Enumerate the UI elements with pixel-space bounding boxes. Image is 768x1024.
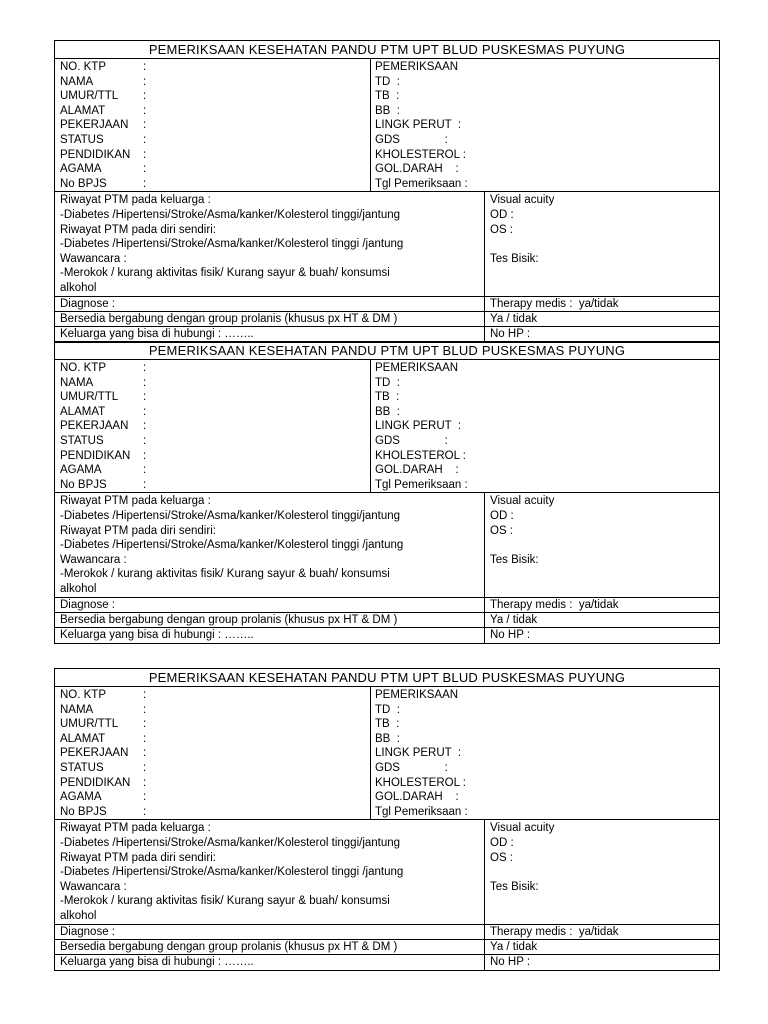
visual-line bbox=[490, 865, 719, 880]
field-colon: : bbox=[143, 177, 147, 190]
exam-field: PEMERIKSAAN bbox=[375, 61, 459, 73]
history-line: Riwayat PTM pada keluarga : bbox=[60, 194, 211, 207]
identity-field bbox=[60, 118, 370, 133]
visual-column bbox=[485, 192, 719, 295]
form-title: PEMERIKSAAN KESEHATAN PANDU PTM UPT BLUD PUSKESMAS PUYUNG bbox=[55, 669, 719, 687]
exam-field: GDS : bbox=[375, 434, 448, 447]
exam-field: TB : bbox=[375, 718, 400, 731]
identity-field bbox=[60, 746, 370, 761]
history-line: -Diabetes /Hipertensi/Stroke/Asma/kanker/Kolesterol tinggi /jantung bbox=[60, 238, 404, 251]
field-colon: : bbox=[143, 133, 147, 146]
history-line: alkohol bbox=[60, 909, 97, 922]
field-label: PEKERJAAN bbox=[60, 747, 129, 760]
diagnose-label: Diagnose : bbox=[55, 297, 485, 311]
form-title: PEMERIKSAAN KESEHATAN PANDU PTM UPT BLUD PUSKESMAS PUYUNG bbox=[55, 342, 719, 360]
identity-field bbox=[60, 177, 370, 192]
identity-field bbox=[60, 805, 370, 820]
field-colon: : bbox=[143, 405, 147, 418]
history-line: alkohol bbox=[60, 281, 97, 294]
identity-field bbox=[60, 419, 370, 434]
exam-field: GOL.DARAH : bbox=[375, 464, 459, 477]
identity-field bbox=[60, 732, 370, 747]
field-label: ALAMAT bbox=[60, 732, 106, 745]
field-colon: : bbox=[143, 376, 147, 389]
diagnose-row bbox=[55, 598, 719, 613]
exam-field: BB : bbox=[375, 405, 400, 418]
identity-field bbox=[60, 776, 370, 791]
history-line: Riwayat PTM pada diri sendiri: bbox=[60, 524, 216, 537]
visual-line: OS : bbox=[490, 851, 514, 864]
form-title: PEMERIKSAAN KESEHATAN PANDU PTM UPT BLUD PUSKESMAS PUYUNG bbox=[55, 41, 719, 59]
field-label: NAMA bbox=[60, 75, 94, 88]
field-colon: : bbox=[143, 163, 147, 176]
identity-exam-section bbox=[55, 687, 719, 820]
history-line: -Merokok / kurang aktivitas fisik/ Kurang sayur & buah/ konsumsi bbox=[60, 267, 390, 280]
ptm-form-card bbox=[54, 341, 720, 644]
history-line: Riwayat PTM pada keluarga : bbox=[60, 822, 211, 835]
identity-field bbox=[60, 478, 370, 493]
phone-label: No HP : bbox=[490, 628, 531, 641]
visual-line: Tes Bisik: bbox=[490, 553, 539, 566]
exam-field: GOL.DARAH : bbox=[375, 791, 459, 804]
history-section bbox=[55, 820, 719, 924]
field-colon: : bbox=[143, 75, 147, 88]
identity-field bbox=[60, 60, 370, 75]
exam-field: BB : bbox=[375, 732, 400, 745]
history-line: Wawancara : bbox=[60, 553, 127, 566]
identity-field bbox=[60, 390, 370, 405]
visual-line: OD : bbox=[490, 208, 514, 221]
field-colon: : bbox=[143, 464, 147, 477]
identity-field bbox=[60, 688, 370, 703]
exam-field: KHOLESTEROL : bbox=[375, 148, 466, 161]
history-line: alkohol bbox=[60, 582, 97, 595]
field-label: PEKERJAAN bbox=[60, 119, 129, 132]
diagnose-row bbox=[55, 297, 719, 312]
field-label: PEKERJAAN bbox=[60, 420, 129, 433]
field-label: NAMA bbox=[60, 376, 94, 389]
identity-field bbox=[60, 376, 370, 391]
exam-field: PEMERIKSAAN bbox=[375, 689, 459, 701]
field-colon: : bbox=[143, 420, 147, 433]
prolanis-answer: Ya / tidak bbox=[490, 613, 538, 626]
history-line: Riwayat PTM pada diri sendiri: bbox=[60, 851, 216, 864]
exam-field: TD : bbox=[375, 376, 400, 389]
identity-field bbox=[60, 761, 370, 776]
field-colon: : bbox=[143, 791, 147, 804]
field-colon: : bbox=[143, 148, 147, 161]
exam-column bbox=[371, 59, 719, 191]
prolanis-answer: Ya / tidak bbox=[490, 940, 538, 953]
identity-field bbox=[60, 463, 370, 478]
field-label: STATUS bbox=[60, 761, 104, 774]
visual-line: Visual acuity bbox=[490, 495, 555, 508]
identity-exam-section bbox=[55, 360, 719, 493]
field-colon: : bbox=[143, 90, 147, 103]
contact-row bbox=[55, 955, 719, 970]
identity-field bbox=[60, 75, 370, 90]
visual-line bbox=[490, 237, 719, 252]
history-line: -Merokok / kurang aktivitas fisik/ Kurang sayur & buah/ konsumsi bbox=[60, 568, 390, 581]
history-line: -Diabetes /Hipertensi/Stroke/Asma/kanker/Kolesterol tinggi/jantung bbox=[60, 509, 401, 522]
ptm-form-card bbox=[54, 40, 720, 343]
field-label: UMUR/TTL bbox=[60, 391, 119, 404]
field-label: AGAMA bbox=[60, 464, 102, 477]
identity-field bbox=[60, 703, 370, 718]
visual-column bbox=[485, 493, 719, 596]
identity-field bbox=[60, 434, 370, 449]
prolanis-answer: Ya / tidak bbox=[490, 312, 538, 325]
exam-field: LINGK PERUT : bbox=[375, 420, 462, 433]
visual-line: OD : bbox=[490, 836, 514, 849]
visual-column bbox=[485, 820, 719, 923]
history-section bbox=[55, 192, 719, 296]
history-line: Wawancara : bbox=[60, 880, 127, 893]
prolanis-row bbox=[55, 312, 719, 327]
prolanis-label: Bersedia bergabung dengan group prolanis (khusus px HT & DM ) bbox=[55, 940, 485, 954]
family-contact-label: Keluarga yang bisa di hubungi : …….. bbox=[55, 327, 485, 342]
field-colon: : bbox=[143, 761, 147, 774]
identity-field bbox=[60, 133, 370, 148]
identity-field bbox=[60, 104, 370, 119]
field-label: STATUS bbox=[60, 434, 104, 447]
field-label: NO. KTP bbox=[60, 689, 107, 701]
field-colon: : bbox=[143, 747, 147, 760]
field-label: No BPJS bbox=[60, 177, 107, 190]
field-label: AGAMA bbox=[60, 163, 102, 176]
identity-field bbox=[60, 361, 370, 376]
exam-field: GDS : bbox=[375, 761, 448, 774]
field-label: NAMA bbox=[60, 703, 94, 716]
diagnose-label: Diagnose : bbox=[55, 598, 485, 612]
visual-line: Visual acuity bbox=[490, 822, 555, 835]
history-line: Riwayat PTM pada diri sendiri: bbox=[60, 223, 216, 236]
field-label: NO. KTP bbox=[60, 61, 107, 73]
identity-column bbox=[55, 687, 371, 819]
field-colon: : bbox=[143, 362, 147, 374]
exam-field: TB : bbox=[375, 391, 400, 404]
history-line: -Merokok / kurang aktivitas fisik/ Kurang sayur & buah/ konsumsi bbox=[60, 895, 390, 908]
exam-field: LINGK PERUT : bbox=[375, 747, 462, 760]
exam-field: KHOLESTEROL : bbox=[375, 776, 466, 789]
ptm-form-card bbox=[54, 668, 720, 971]
family-contact-label: Keluarga yang bisa di hubungi : …….. bbox=[55, 955, 485, 970]
field-colon: : bbox=[143, 718, 147, 731]
exam-field: Tgl Pemeriksaan : bbox=[375, 805, 468, 818]
exam-field: Tgl Pemeriksaan : bbox=[375, 478, 468, 491]
history-line: -Diabetes /Hipertensi/Stroke/Asma/kanker/Kolesterol tinggi/jantung bbox=[60, 208, 401, 221]
history-line: Riwayat PTM pada keluarga : bbox=[60, 495, 211, 508]
identity-field bbox=[60, 89, 370, 104]
field-label: NO. KTP bbox=[60, 362, 107, 374]
identity-field bbox=[60, 405, 370, 420]
prolanis-label: Bersedia bergabung dengan group prolanis (khusus px HT & DM ) bbox=[55, 613, 485, 627]
exam-field: KHOLESTEROL : bbox=[375, 449, 466, 462]
visual-line: Tes Bisik: bbox=[490, 252, 539, 265]
prolanis-row bbox=[55, 940, 719, 955]
identity-field bbox=[60, 148, 370, 163]
history-column bbox=[55, 493, 485, 596]
contact-row bbox=[55, 327, 719, 342]
field-label: PENDIDIKAN bbox=[60, 148, 131, 161]
prolanis-label: Bersedia bergabung dengan group prolanis (khusus px HT & DM ) bbox=[55, 312, 485, 326]
field-label: AGAMA bbox=[60, 791, 102, 804]
identity-field bbox=[60, 449, 370, 464]
field-colon: : bbox=[143, 104, 147, 117]
field-label: No BPJS bbox=[60, 805, 107, 818]
diagnose-row bbox=[55, 925, 719, 940]
field-label: PENDIDIKAN bbox=[60, 776, 131, 789]
visual-line bbox=[490, 538, 719, 553]
identity-column bbox=[55, 360, 371, 492]
phone-label: No HP : bbox=[490, 327, 531, 340]
visual-line: Visual acuity bbox=[490, 194, 555, 207]
field-label: ALAMAT bbox=[60, 104, 106, 117]
history-line: -Diabetes /Hipertensi/Stroke/Asma/kanker/Kolesterol tinggi /jantung bbox=[60, 866, 404, 879]
field-colon: : bbox=[143, 776, 147, 789]
visual-line: OD : bbox=[490, 509, 514, 522]
field-label: STATUS bbox=[60, 133, 104, 146]
field-colon: : bbox=[143, 434, 147, 447]
exam-field: GDS : bbox=[375, 133, 448, 146]
contact-row bbox=[55, 628, 719, 643]
field-label: PENDIDIKAN bbox=[60, 449, 131, 462]
field-colon: : bbox=[143, 61, 147, 73]
field-colon: : bbox=[143, 732, 147, 745]
exam-field: Tgl Pemeriksaan : bbox=[375, 177, 468, 190]
identity-column bbox=[55, 59, 371, 191]
field-colon: : bbox=[143, 703, 147, 716]
family-contact-label: Keluarga yang bisa di hubungi : …….. bbox=[55, 628, 485, 643]
field-label: UMUR/TTL bbox=[60, 90, 119, 103]
field-label: No BPJS bbox=[60, 478, 107, 491]
exam-field: GOL.DARAH : bbox=[375, 163, 459, 176]
field-label: UMUR/TTL bbox=[60, 718, 119, 731]
exam-column bbox=[371, 687, 719, 819]
exam-column bbox=[371, 360, 719, 492]
identity-field bbox=[60, 717, 370, 732]
identity-field bbox=[60, 162, 370, 177]
history-section bbox=[55, 493, 719, 597]
exam-field: TD : bbox=[375, 703, 400, 716]
therapy-label: Therapy medis : ya/tidak bbox=[490, 598, 619, 611]
field-colon: : bbox=[143, 449, 147, 462]
identity-exam-section bbox=[55, 59, 719, 192]
diagnose-label: Diagnose : bbox=[55, 925, 485, 939]
exam-field: LINGK PERUT : bbox=[375, 119, 462, 132]
history-column bbox=[55, 820, 485, 923]
history-line: -Diabetes /Hipertensi/Stroke/Asma/kanker/Kolesterol tinggi /jantung bbox=[60, 539, 404, 552]
exam-field: TB : bbox=[375, 90, 400, 103]
visual-line: OS : bbox=[490, 223, 514, 236]
field-colon: : bbox=[143, 478, 147, 491]
history-column bbox=[55, 192, 485, 295]
field-label: ALAMAT bbox=[60, 405, 106, 418]
field-colon: : bbox=[143, 805, 147, 818]
prolanis-row bbox=[55, 613, 719, 628]
identity-field bbox=[60, 790, 370, 805]
history-line: Wawancara : bbox=[60, 252, 127, 265]
exam-field: TD : bbox=[375, 75, 400, 88]
field-colon: : bbox=[143, 391, 147, 404]
field-colon: : bbox=[143, 689, 147, 701]
history-line: -Diabetes /Hipertensi/Stroke/Asma/kanker/Kolesterol tinggi/jantung bbox=[60, 836, 401, 849]
visual-line: Tes Bisik: bbox=[490, 880, 539, 893]
therapy-label: Therapy medis : ya/tidak bbox=[490, 925, 619, 938]
therapy-label: Therapy medis : ya/tidak bbox=[490, 297, 619, 310]
field-colon: : bbox=[143, 119, 147, 132]
phone-label: No HP : bbox=[490, 955, 531, 968]
exam-field: PEMERIKSAAN bbox=[375, 362, 459, 374]
visual-line: OS : bbox=[490, 524, 514, 537]
exam-field: BB : bbox=[375, 104, 400, 117]
